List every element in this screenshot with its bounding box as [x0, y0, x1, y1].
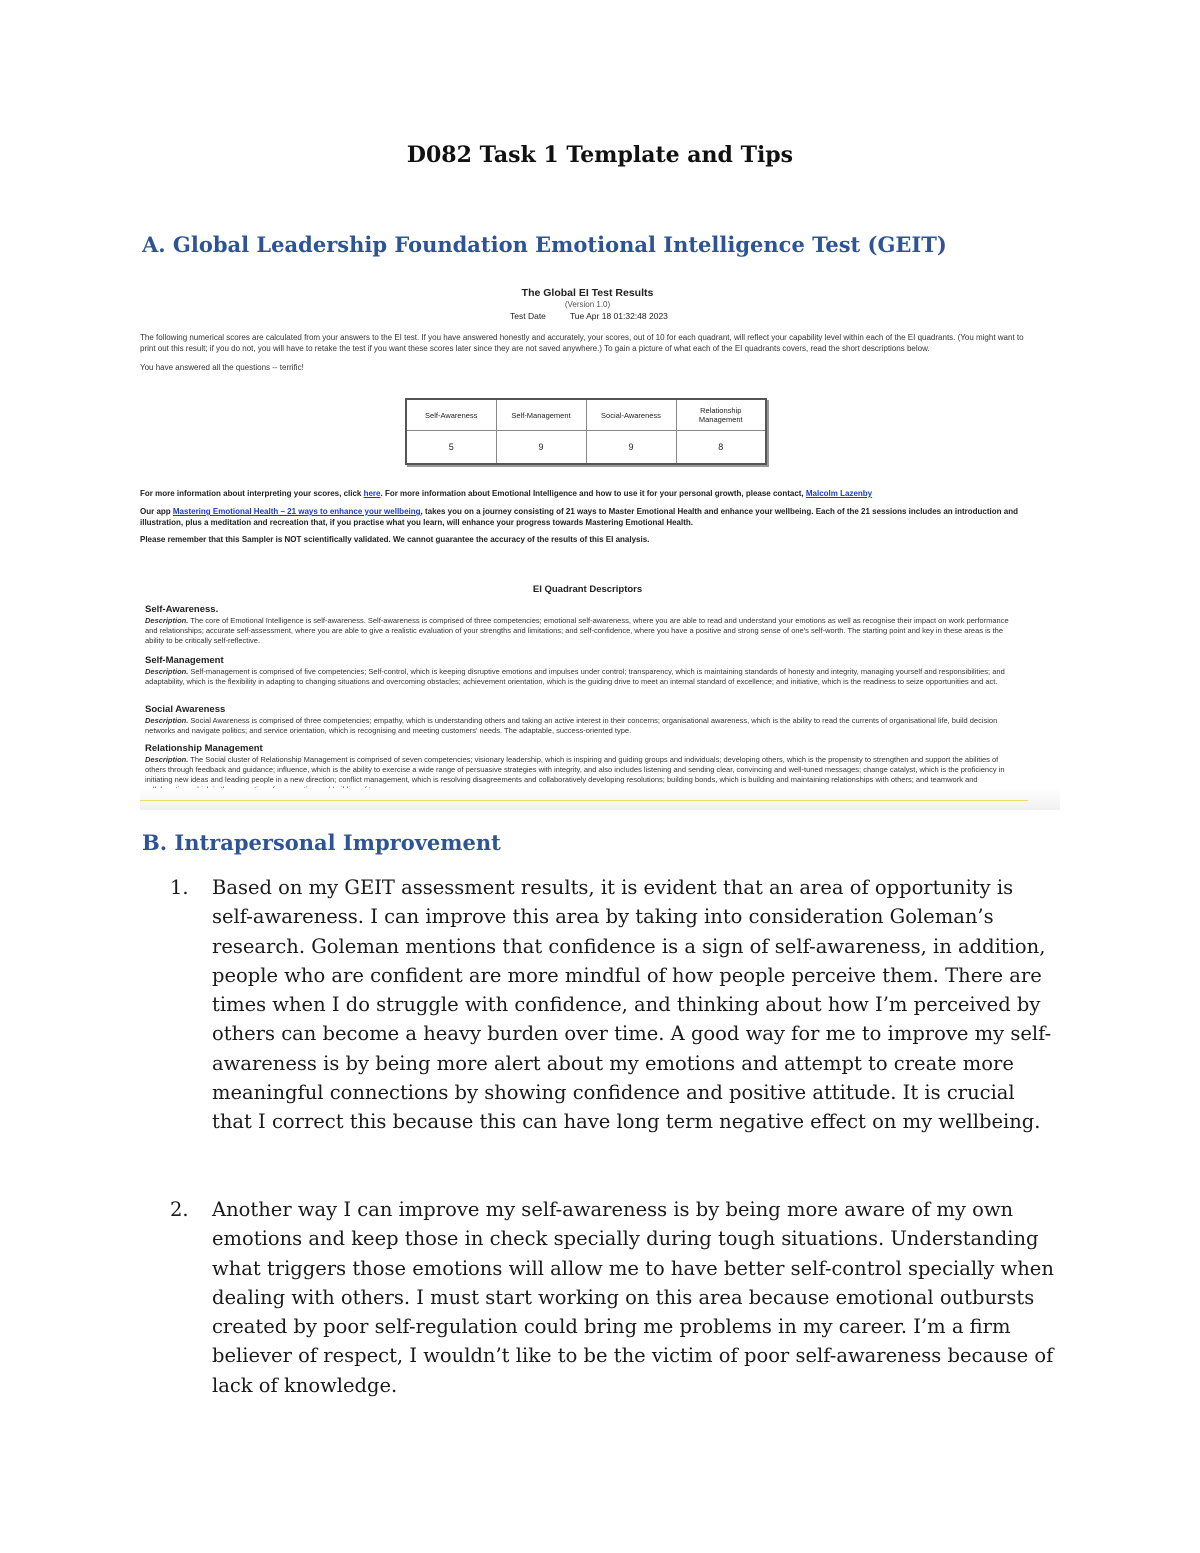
description-text: Self-management is comprised of five competencies; Self-control, which is keeping disruptive emotions and impulses under control; transparency, which is maintaining standards of honesty and integrity, managing yourself and responsibilities; and adaptability, which is the flexibility in adapting to changing situations and overcoming obstacles; achievement orientation, which is the guiding drive to meet an internal standard of excellence; and initiative, which is the readiness to seize opportunities and act.: [145, 667, 1005, 686]
more-info-prefix: For more information about interpreting your scores, click: [140, 489, 364, 498]
app-rest: , takes you on a journey consisting of 21 ways to Master Emotional Health and enhance your wellbeing. Each of the 21 sessions includes an introduction and illustration, plus a meditation and recreation that, if you practise what you learn, will enhance your progress towards Mastering Emotional Health.: [140, 507, 1018, 527]
app-paragraph: [140, 506, 1030, 528]
quadrant-name: Self-Awareness.: [145, 604, 219, 615]
app-link[interactable]: Mastering Emotional Health – 21 ways to enhance your wellbeing: [172, 507, 421, 516]
test-date-value: Tue Apr 18 01:32:48 2023: [569, 311, 668, 321]
list-text: Based on my GEIT assessment results, it is evident that an area of opportunity is self-awareness. I can improve this area by taking into consideration Goleman’s research. Goleman mentions that confidence is a sign of self-awareness, in addition, people who are confident are more mindful of how people perceive them. There are times when I do struggle with confidence, and thinking about how I’m perceived by others can become a heavy burden over time. A good way for me to improve my self-awareness is by being more alert about my emotions and attempt to create more meaningful connections by showing confidence and positive attitude. It is crucial that I correct this because this can have long term negative effect on my wellbeing.: [212, 876, 1052, 1134]
score-table: [405, 398, 767, 465]
quadrant-title: EI Quadrant Descriptors: [532, 584, 643, 595]
description-text: The core of Emotional Intelligence is self-awareness. Self-awareness is comprised of three competencies; emotional self-awareness, where you are able to read and understand your emotions as well as recognise their impact on work performance and relationships; accurate self-assessment, where you are able to give a realistic evaluation of your strengths and limitations; and self-confidence, where you have a positive and strong sense of one's self-worth. The starting point and key in these areas is the ability to be critically self-reflective.: [145, 616, 1009, 645]
table-score: 5: [406, 431, 496, 465]
table-header: Relationship Management: [676, 399, 766, 431]
description-text: Social Awareness is comprised of three competencies; empathy, which is understanding others and taking an active interest in their concerns; organisational awareness, which is the ability to read the currents of organisational life, build decision networks and navigate politics; and service orientation, which is recognising and meeting customers' needs. The adaptable, success-oriented type.: [145, 716, 998, 735]
quadrant-description: [145, 667, 1017, 687]
more-info-paragraph: [140, 488, 1030, 499]
quadrant-name: Relationship Management: [145, 743, 263, 754]
results-intro: The following numerical scores are calculated from your answers to the EI test. If you have answered honestly and accurately, your scores, out of 10 for each quadrant, will reflect your capability level within each of the EI quadrants. (You might want to print out this result; if you do not, you will have to retake the test if you want these scores later since they are not saved anywhere.) To gain a picture of what each of the EI quadrants covers, read the short descriptions below.: [140, 333, 1024, 353]
app-prefix: Our app: [140, 507, 173, 516]
list-number: 2.: [170, 1198, 189, 1221]
more-info-link[interactable]: here: [363, 489, 381, 498]
list-text: Another way I can improve my self-awareness is by being more aware of my own emotions and keep those in check specially during tough situations. Understanding what triggers those emotions will allow me to have better self-control specially when dealing with others. I must start working on this area because emotional outbursts created by poor self-regulation could bring me problems in my career. I’m a firm believer of respect, I wouldn’t like to be the victim of poor self-awareness because of lack of knowledge.: [212, 1198, 1054, 1397]
geit-results-screenshot: [140, 282, 1060, 810]
test-date: [510, 311, 692, 321]
description-label: Description.: [145, 667, 189, 676]
results-title: The Global EI Test Results: [521, 287, 654, 299]
test-date-label: Test Date: [510, 311, 546, 321]
quadrant-name: Self-Management: [145, 655, 224, 666]
section-a-heading: A. Global Leadership Foundation Emotional Intelligence Test (GEIT): [142, 232, 947, 257]
table-score: 9: [496, 431, 586, 465]
contact-link[interactable]: Malcolm Lazenby: [805, 489, 873, 498]
disclaimer: Please remember that this Sampler is NOT scientifically validated. We cannot guarantee the accuracy of the results of this EI analysis.: [140, 535, 650, 544]
screenshot-divider: [140, 800, 1028, 801]
description-label: Description.: [145, 716, 189, 725]
description-label: Description.: [145, 755, 189, 764]
description-text: The Social cluster of Relationship Management is comprised of seven competencies; visionary leadership, which is inspiring and guiding groups and individuals; developing others, which is the propensity to strengthen and support the abilities of others through feedback and guidance; influence, which is the ability to exercise a wide range of persuasive strategies with integrity, and also includes listening and sending clear, convincing and well-tuned messages; change catalyst, which is the proficiency in initiating new ideas and leading people in a new direction; conflict management, which is resolving disagreements and collaboratively developing resolutions; building bonds, which is building and maintaining relationships with others; and teamwork and: [145, 755, 1005, 784]
list-number: 1.: [170, 876, 189, 899]
quadrant-name: Social Awareness: [145, 704, 226, 715]
table-score: 9: [586, 431, 676, 465]
answered-note: You have answered all the questions -- terrific!: [140, 363, 304, 372]
table-header: Self-Awareness: [406, 399, 496, 431]
document-title: D082 Task 1 Template and Tips: [406, 142, 794, 168]
screenshot-bottom-fade: [140, 788, 1060, 810]
section-b-heading: B. Intrapersonal Improvement: [142, 830, 501, 855]
more-info-mid: . For more information about Emotional Intelligence and how to use it for your personal growth, please contact,: [380, 489, 806, 498]
table-header: Social-Awareness: [586, 399, 676, 431]
quadrant-description: [145, 716, 1017, 736]
table-header: Self-Management: [496, 399, 586, 431]
table-score: 8: [676, 431, 766, 465]
quadrant-description: [145, 616, 1017, 646]
results-version: (Version 1.0): [564, 300, 611, 309]
description-label: Description.: [145, 616, 189, 625]
